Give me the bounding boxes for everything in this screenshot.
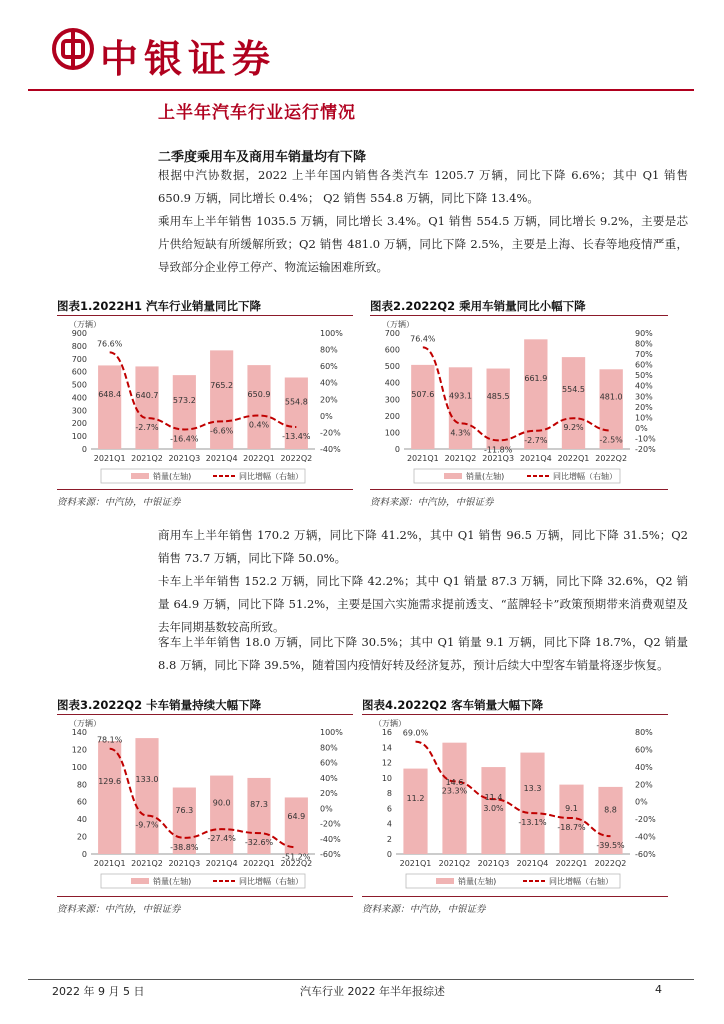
- y2-tick-label: -20%: [320, 428, 341, 438]
- yoy-value-label: -13.1%: [518, 818, 547, 828]
- bar-value-label: 493.1: [449, 391, 472, 401]
- chart-title-2: 图表2.2022Q2 乘用车销量同比小幅下降: [370, 299, 586, 313]
- chart-unit-label: （万辆）: [374, 719, 406, 728]
- y-tick-label: 0: [394, 445, 400, 454]
- y-tick-label: 400: [384, 378, 400, 388]
- y2-tick-label: 60%: [635, 360, 653, 370]
- x-tick-label: 2021Q1: [399, 859, 432, 868]
- bar-value-label: 481.0: [599, 392, 623, 402]
- y-tick-label: 200: [384, 411, 400, 421]
- yoy-value-label: -2.5%: [599, 435, 623, 445]
- y2-tick-label: 20%: [320, 789, 338, 798]
- y2-tick-label: 50%: [635, 371, 653, 381]
- bar-value-label: 765.2: [210, 380, 234, 390]
- y2-tick-label: 60%: [320, 362, 338, 372]
- yoy-value-label: -11.8%: [484, 445, 513, 455]
- x-tick-label: 2021Q1: [93, 454, 126, 463]
- x-tick-label: 2021Q4: [205, 859, 238, 868]
- y-tick-label: 400: [71, 393, 87, 403]
- y2-tick-label: 60%: [320, 758, 338, 768]
- bar-value-label: 485.5: [486, 392, 510, 402]
- x-tick-label: 2021Q3: [477, 859, 510, 868]
- yoy-value-label: -39.5%: [596, 841, 625, 851]
- legend-bar-swatch: [436, 878, 454, 884]
- paragraph-bus: 客车上半年销售 18.0 万辆，同比下降 30.5%；其中 Q1 销量 9.1 万辆，同比下降 18.7%，Q2 销量 8.8 万辆，同比下降 39.5%，随着国内疫情好转及经济复苏，预计后续大中型客车销量将逐步恢复。: [158, 635, 688, 672]
- x-tick-label: 2021Q2: [444, 454, 477, 463]
- brand-name: 中银证券: [100, 36, 277, 81]
- y2-tick-label: -10%: [635, 434, 656, 444]
- legend-line-label: 同比增幅（右轴）: [553, 472, 617, 481]
- x-tick-label: 2022Q1: [243, 859, 275, 868]
- y-tick-label: 600: [384, 345, 400, 355]
- footer-report-name: 汽车行业 2022 年半年报综述: [300, 985, 445, 998]
- y2-tick-label: 100%: [320, 329, 343, 338]
- y-tick-label: 8: [386, 789, 392, 798]
- x-tick-label: 2021Q3: [168, 859, 201, 868]
- bar-value-label: 648.4: [98, 390, 122, 400]
- legend-bar-label: 销量(左轴): [153, 877, 192, 886]
- x-tick-label: 2021Q2: [131, 454, 163, 463]
- y2-tick-label: -20%: [320, 819, 341, 829]
- y2-tick-label: 30%: [635, 392, 653, 402]
- x-tick-label: 2022Q2: [280, 454, 313, 463]
- x-tick-label: 2021Q2: [131, 859, 163, 868]
- yoy-value-label: 78.1%: [96, 735, 123, 745]
- bar: [486, 369, 509, 449]
- y-tick-label: 500: [384, 362, 400, 372]
- y2-tick-label: 40%: [320, 773, 338, 783]
- y2-tick-label: 70%: [635, 350, 653, 360]
- yoy-value-label: 4.3%: [450, 428, 471, 438]
- legend-line-label: 同比增幅（右轴）: [239, 877, 303, 886]
- chart-rule-2-bottom: [370, 489, 668, 490]
- yoy-value-label: -9.7%: [135, 820, 159, 830]
- legend-bar-label: 销量(左轴): [153, 472, 192, 481]
- yoy-value-label: -6.6%: [210, 426, 234, 436]
- bar: [524, 339, 547, 449]
- y2-tick-label: 100%: [320, 728, 343, 737]
- y2-tick-label: -40%: [320, 834, 341, 844]
- y-tick-label: 500: [71, 380, 87, 390]
- chart-rule-3: [57, 714, 353, 715]
- bar: [411, 365, 434, 449]
- x-tick-label: 2021Q3: [168, 454, 201, 463]
- x-tick-label: 2021Q4: [519, 454, 552, 463]
- bar: [442, 743, 466, 854]
- yoy-value-label: -13.4%: [282, 431, 311, 441]
- x-tick-label: 2021Q4: [205, 454, 238, 463]
- bar-value-label: 11.2: [406, 794, 425, 804]
- source-note-2: 资料来源：中汽协，中银证券: [370, 497, 494, 508]
- paragraph-passenger-car: 乘用车上半年销售 1035.5 万辆，同比增长 3.4%。Q1 销售 554.5 万辆，同比增长 9.2%，主要是芯片供给短缺有所缓解所致；Q2 销售 481.0 万辆，同比下降 2.5%，主要是上海、长春等地疫情严重，导致部分企业停工停产、物流运输困难所致。: [158, 214, 688, 274]
- bar-value-label: 650.9: [247, 389, 271, 399]
- y2-tick-label: 10%: [635, 413, 653, 423]
- legend-bar-label: 销量(左轴): [458, 877, 497, 886]
- chart-auto-sales: [57, 317, 353, 487]
- y-tick-label: 4: [386, 819, 392, 829]
- y-tick-label: 100: [384, 428, 400, 438]
- chart-rule-4-bottom: [362, 896, 668, 897]
- yoy-value-label: 3.0%: [483, 804, 504, 814]
- y-tick-label: 0: [81, 445, 87, 454]
- bar: [520, 753, 544, 854]
- paragraph-commercial-vehicle: 商用车上半年销售 170.2 万辆，同比下降 41.2%，其中 Q1 销售 96.5 万辆，同比下降 31.5%；Q2 销售 73.7 万辆，同比下降 50.0%。: [158, 528, 688, 565]
- y-tick-label: 0: [386, 850, 392, 859]
- x-tick-label: 2022Q2: [594, 859, 627, 868]
- source-note-3: 资料来源：中汽协，中银证券: [57, 904, 181, 915]
- y2-tick-label: 20%: [635, 402, 653, 412]
- y-tick-label: 80: [76, 780, 87, 790]
- chart-rule-2: [370, 315, 668, 316]
- y-tick-label: 14: [381, 743, 392, 753]
- yoy-value-label: -32.6%: [244, 838, 274, 848]
- y2-tick-label: -60%: [320, 850, 341, 859]
- bar-value-label: 129.6: [98, 776, 122, 786]
- y-tick-label: 10: [381, 773, 392, 783]
- bar-value-label: 507.6: [411, 389, 435, 399]
- source-note-1: 资料来源：中汽协，中银证券: [57, 497, 181, 508]
- yoy-value-label: 0.4%: [248, 420, 270, 430]
- y2-tick-label: 0%: [320, 804, 333, 814]
- legend-bar-swatch: [131, 878, 149, 884]
- bar-value-label: 11.4: [484, 793, 503, 803]
- x-tick-label: 2021Q2: [438, 859, 471, 868]
- x-tick-label: 2022Q1: [555, 859, 588, 868]
- y2-tick-label: 90%: [635, 329, 653, 338]
- chart-unit-label: （万辆）: [69, 719, 101, 728]
- section-title: 上半年汽车行业运行情况: [158, 103, 356, 123]
- chart-rule-3-bottom: [57, 896, 353, 897]
- y-tick-label: 100: [71, 432, 87, 442]
- bar-value-label: 90.0: [212, 798, 231, 808]
- y2-tick-label: 60%: [635, 745, 653, 755]
- y2-tick-label: -20%: [635, 815, 656, 825]
- y2-tick-label: 80%: [635, 339, 653, 349]
- bar-value-label: 8.8: [604, 805, 617, 815]
- y-tick-label: 140: [71, 728, 87, 737]
- y-tick-label: 16: [381, 728, 392, 737]
- y-tick-label: 300: [384, 395, 400, 405]
- bar-value-label: 14.6: [445, 777, 464, 787]
- y2-tick-label: 40%: [635, 762, 653, 772]
- y2-tick-label: -20%: [635, 445, 656, 454]
- y2-tick-label: -40%: [320, 445, 341, 454]
- x-tick-label: 2022Q2: [595, 454, 628, 463]
- bar: [98, 741, 121, 854]
- header-divider: [28, 89, 694, 91]
- y-tick-label: 2: [386, 834, 392, 844]
- y2-tick-label: 0%: [320, 411, 333, 421]
- yoy-value-label: 76.4%: [410, 334, 436, 344]
- footer-page-number: 4: [655, 983, 662, 996]
- bar-value-label: 133.0: [135, 775, 159, 785]
- bar-value-label: 9.1: [565, 803, 578, 813]
- bar-value-label: 661.9: [524, 373, 548, 383]
- y-tick-label: 700: [71, 354, 87, 364]
- bar: [562, 357, 585, 449]
- x-tick-label: 2022Q2: [280, 859, 313, 868]
- legend-line-label: 同比增幅（右轴）: [239, 472, 303, 481]
- bar: [247, 365, 270, 449]
- bar: [98, 365, 121, 449]
- x-tick-label: 2021Q4: [516, 859, 549, 868]
- y-tick-label: 60: [76, 797, 87, 807]
- x-tick-label: 2022Q1: [557, 454, 590, 463]
- y-tick-label: 900: [71, 329, 87, 338]
- chart-passenger-sales: [370, 317, 668, 487]
- bar-value-label: 64.9: [287, 811, 306, 821]
- y2-tick-label: 20%: [320, 395, 338, 405]
- bar-value-label: 554.8: [284, 397, 308, 407]
- y-tick-label: 200: [71, 419, 87, 429]
- y2-tick-label: 0%: [635, 423, 648, 433]
- y-tick-label: 600: [71, 367, 87, 377]
- y2-tick-label: 20%: [635, 780, 653, 790]
- chart-title-1: 图表1.2022H1 汽车行业销量同比下降: [57, 299, 262, 313]
- yoy-value-label: -27.4%: [207, 834, 236, 844]
- paragraph-total-sales: 根据中汽协数据，2022 上半年国内销售各类汽车 1205.7 万辆，同比下降 6.6%；其中 Q1 销售 650.9 万辆，同比增长 0.4%； Q2 销售 554.8 万辆，同比下降 13.4%。: [158, 168, 688, 205]
- y-tick-label: 6: [386, 804, 392, 814]
- y-tick-label: 800: [71, 341, 87, 351]
- source-note-4: 资料来源：中汽协，中银证券: [362, 904, 486, 915]
- yoy-value-label: -16.4%: [170, 434, 199, 444]
- bar-value-label: 573.2: [172, 396, 196, 406]
- chart-truck-sales: [57, 716, 353, 892]
- chart-rule-1: [57, 315, 353, 316]
- yoy-value-label: -51.2%: [282, 852, 311, 862]
- y2-tick-label: -40%: [635, 832, 656, 842]
- x-tick-label: 2021Q1: [406, 454, 439, 463]
- chart-title-4: 图表4.2022Q2 客车销量大幅下降: [362, 698, 544, 712]
- y2-tick-label: 80%: [320, 743, 338, 753]
- y2-tick-label: 80%: [635, 728, 653, 737]
- paragraph-truck: 卡车上半年销售 152.2 万辆，同比下降 42.2%；其中 Q1 销量 87.3 万辆，同比下降 32.6%，Q2 销量 64.9 万辆，同比下降 51.2%，主要是国六实施需求提前透支、“蓝牌轻卡”政策预期带来消费观望及去年同期基数较高所致。: [158, 574, 688, 634]
- chart-unit-label: （万辆）: [382, 320, 414, 329]
- bar-value-label: 87.3: [250, 799, 268, 809]
- bar: [135, 738, 158, 854]
- x-tick-label: 2021Q3: [482, 454, 515, 463]
- bar-value-label: 554.5: [562, 385, 585, 395]
- chart-bus-sales: [362, 716, 668, 892]
- bar-value-label: 640.7: [135, 390, 159, 400]
- bar-value-label: 13.3: [523, 784, 542, 794]
- footer-date: 2022 年 9 月 5 日: [52, 985, 145, 998]
- yoy-value-label: -2.7%: [524, 435, 548, 445]
- x-tick-label: 2021Q1: [93, 859, 126, 868]
- y2-tick-label: 40%: [320, 378, 338, 388]
- chart-title-3: 图表3.2022Q2 卡车销量持续大幅下降: [57, 698, 262, 712]
- y-tick-label: 0: [81, 850, 87, 859]
- yoy-value-label: 23.3%: [441, 786, 468, 796]
- y-tick-label: 120: [71, 745, 87, 755]
- y-tick-label: 700: [384, 329, 400, 338]
- legend-bar-swatch: [444, 473, 462, 479]
- y2-tick-label: 80%: [320, 345, 338, 355]
- chart-rule-4: [362, 714, 668, 715]
- y-tick-label: 100: [71, 762, 87, 772]
- y2-tick-label: 40%: [635, 381, 653, 391]
- yoy-value-label: 9.2%: [563, 423, 584, 433]
- y-tick-label: 20: [76, 832, 87, 842]
- y-tick-label: 40: [76, 815, 87, 825]
- yoy-value-label: 69.0%: [402, 728, 429, 738]
- bar-value-label: 76.3: [175, 805, 194, 815]
- legend-bar-label: 销量(左轴): [466, 472, 505, 481]
- bank-of-china-logo-icon: [52, 28, 94, 70]
- y-tick-label: 12: [381, 758, 392, 768]
- chart-rule-1-bottom: [57, 489, 353, 490]
- footer-divider: [28, 979, 694, 980]
- bar: [135, 366, 158, 449]
- yoy-value-label: -2.7%: [135, 423, 159, 433]
- yoy-value-label: 76.6%: [96, 339, 123, 349]
- subsection-title: 二季度乘用车及商用车销量均有下降: [158, 150, 367, 165]
- bar: [403, 769, 427, 854]
- legend-bar-swatch: [131, 473, 149, 479]
- x-tick-label: 2022Q1: [243, 454, 275, 463]
- legend-line-label: 同比增幅（右轴）: [549, 877, 613, 886]
- chart-unit-label: （万辆）: [69, 320, 101, 329]
- yoy-value-label: -18.7%: [557, 823, 586, 833]
- y2-tick-label: 0%: [635, 797, 648, 807]
- y2-tick-label: -60%: [635, 850, 656, 859]
- y-tick-label: 300: [71, 406, 87, 416]
- yoy-value-label: -38.8%: [170, 842, 199, 852]
